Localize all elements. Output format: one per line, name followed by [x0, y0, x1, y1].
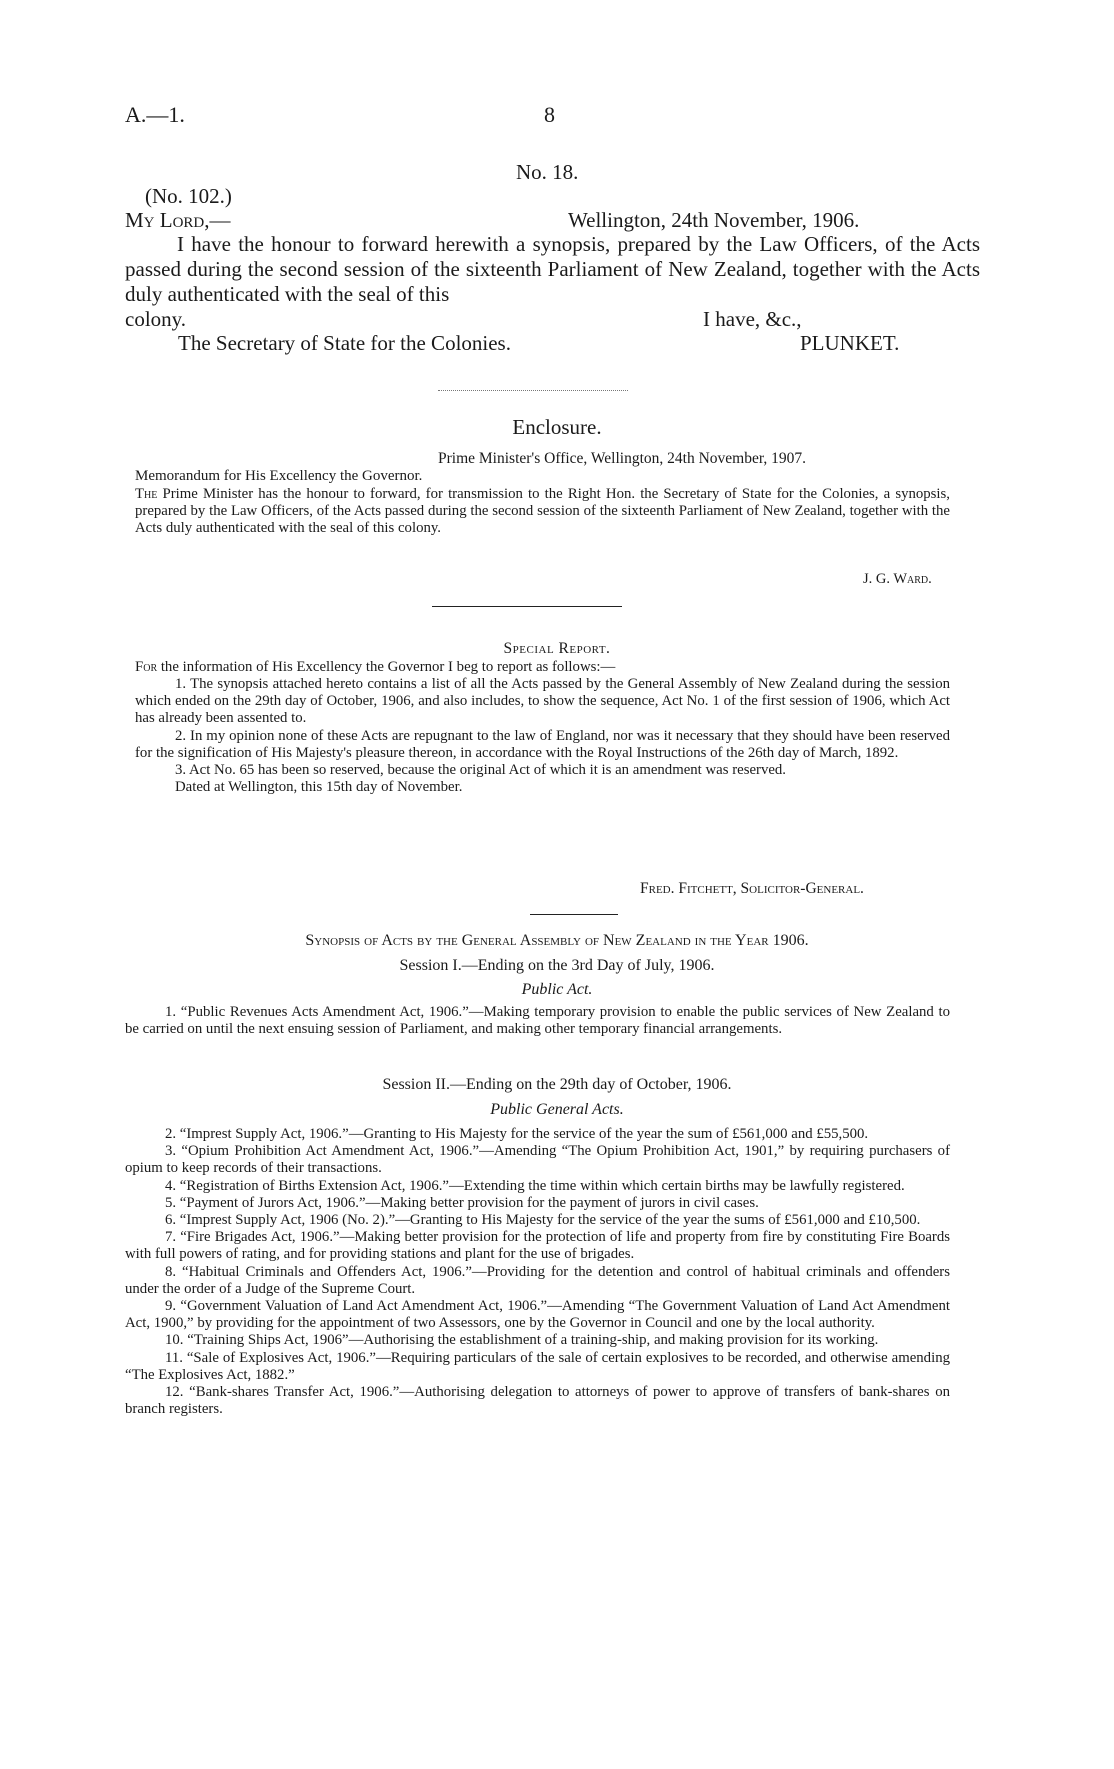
act-item: 8. “Habitual Criminals and Offenders Act, 1906.”—Providing for the detention and control of habitual criminals and offenders under the order of a Judge of the Supreme Court. [125, 1263, 950, 1297]
enclosure-body: The Prime Minister has the honour to forward, for transmission to the Right Hon. the Secretary of State for the Colonies, a synopsis, prepared by the Law Officers, of the Acts passed during the second session of the sixteenth Parliament of New Zealand, together with the Acts duly authenticated with the seal of this colony. [135, 486, 950, 537]
act-item: 12. “Bank-shares Transfer Act, 1906.”—Authorising delegation to attorneys of power to approve of transfers of bank-shares on branch registers. [125, 1384, 950, 1418]
section-divider [530, 914, 618, 915]
synopsis-heading: Synopsis of Acts by the General Assembly of New Zealand in the Year 1906. [305, 932, 809, 949]
special-report-dated: Dated at Wellington, this 15th day of November. [175, 779, 463, 796]
special-report-paragraph: 2. In my opinion none of these Acts are repugnant to the law of England, nor was it necessary that they should have been reserved for the signification of His Majesty's pleasure thereon, in accordance with the Royal Instructions of the 26th day of March, 1892. [135, 727, 950, 761]
page-number: 8 [544, 102, 555, 127]
act-item: 1. “Public Revenues Acts Amendment Act, 1906.”—Making temporary provision to enable the public services of New Zealand to be carried on until the next ensuing session of Parliament, and making other temporary financial arrangements. [125, 1004, 950, 1038]
enclosure-signature: J. G. Ward. [863, 571, 932, 587]
letter-closing: I have, &c., [703, 307, 802, 331]
act-item: 11. “Sale of Explosives Act, 1906.”—Requiring particulars of the sale of certain explosives to be recorded, and otherwise amending “The Explosives Act, 1882.” [125, 1349, 950, 1383]
letter-body-end: colony. [125, 307, 187, 331]
act-item: 9. “Government Valuation of Land Act Amendment Act, 1906.”—Amending “The Government Valuation of Land Act Amendment Act, 1900,” by providing for the appointment of two Assessors, one by the Governor in Council and one by the local authority. [125, 1298, 950, 1332]
session-2-heading: Session II.—Ending on the 29th day of October, 1906. [382, 1076, 732, 1093]
session-1-list [125, 1004, 950, 1038]
special-report-paragraph: 3. Act No. 65 has been so reserved, because the original Act of which it is an amendment was reserved. [175, 762, 787, 779]
special-report-paragraphs [135, 676, 950, 796]
letter-body: I have the honour to forward herewith a synopsis, prepared by the Law Officers, of the Acts passed during the second session of the sixteenth Parliament of New Zealand, together with the Acts duly authenticated with the seal of this [125, 232, 980, 306]
letter-number: No. 18. [516, 160, 579, 184]
act-item: 7. “Fire Brigades Act, 1906.”—Making better provision for the protection of life and property from fire by constituting Fire Boards with full powers of rating, and for providing stations and plant for the use of brigades. [125, 1229, 950, 1263]
section-divider [438, 390, 628, 391]
session-2-subheading: Public General Acts. [490, 1101, 624, 1118]
session-2-list [125, 1126, 950, 1418]
act-item: 4. “Registration of Births Extension Act, 1906.”—Extending the time within which certain births may be lawfully registered. [165, 1177, 905, 1194]
letter-addressee: The Secretary of State for the Colonies. [178, 331, 511, 355]
enclosure-office-date: Prime Minister's Office, Wellington, 24th November, 1907. [438, 450, 806, 467]
letter-salutation: My Lord,— [125, 208, 231, 232]
act-item: 5. “Payment of Jurors Act, 1906.”—Making better provision for the payment of jurors in civil cases. [165, 1194, 759, 1211]
act-item: 6. “Imprest Supply Act, 1906 (No. 2).”—Granting to His Majesty for the service of the year the sums of £561,000 and £10,500. [165, 1212, 921, 1229]
letter-signature: PLUNKET. [800, 331, 900, 355]
act-item: 3. “Opium Prohibition Act Amendment Act, 1906.”—Amending “The Opium Prohibition Act, 1901,” by requiring purchasers of opium to keep records of their transactions. [125, 1143, 950, 1177]
special-report-heading: Special Report. [503, 640, 611, 657]
act-item: 10. “Training Ships Act, 1906”—Authorising the establishment of a training-ship, and making provision for its working. [165, 1332, 879, 1349]
enclosure-heading: Enclosure. [512, 415, 602, 439]
special-report-intro: For the information of His Excellency the Governor I beg to report as follows:— [135, 659, 616, 675]
section-divider [432, 606, 622, 607]
letter-place-date: Wellington, 24th November, 1906. [568, 208, 860, 232]
enclosure-memo-to: Memorandum for His Excellency the Governor. [135, 468, 423, 484]
session-1-subheading: Public Act. [521, 981, 593, 998]
letter-ref: (No. 102.) [145, 184, 232, 208]
special-report-paragraph: 1. The synopsis attached hereto contains a list of all the Acts passed by the General Assembly of New Zealand during the session which ended on the 29th day of October, 1906, and also includes, to show the sequence, Act No. 1 of the first session of 1906, which Act has already been assented to. [135, 676, 950, 727]
session-1-heading: Session I.—Ending on the 3rd Day of July, 1906. [399, 957, 715, 974]
page-header-code: A.—1. [125, 102, 185, 127]
special-report-signature: Fred. Fitchett, Solicitor-General. [640, 880, 864, 897]
act-item: 2. “Imprest Supply Act, 1906.”—Granting to His Majesty for the service of the year the sum of £561,000 and £55,500. [165, 1126, 869, 1142]
